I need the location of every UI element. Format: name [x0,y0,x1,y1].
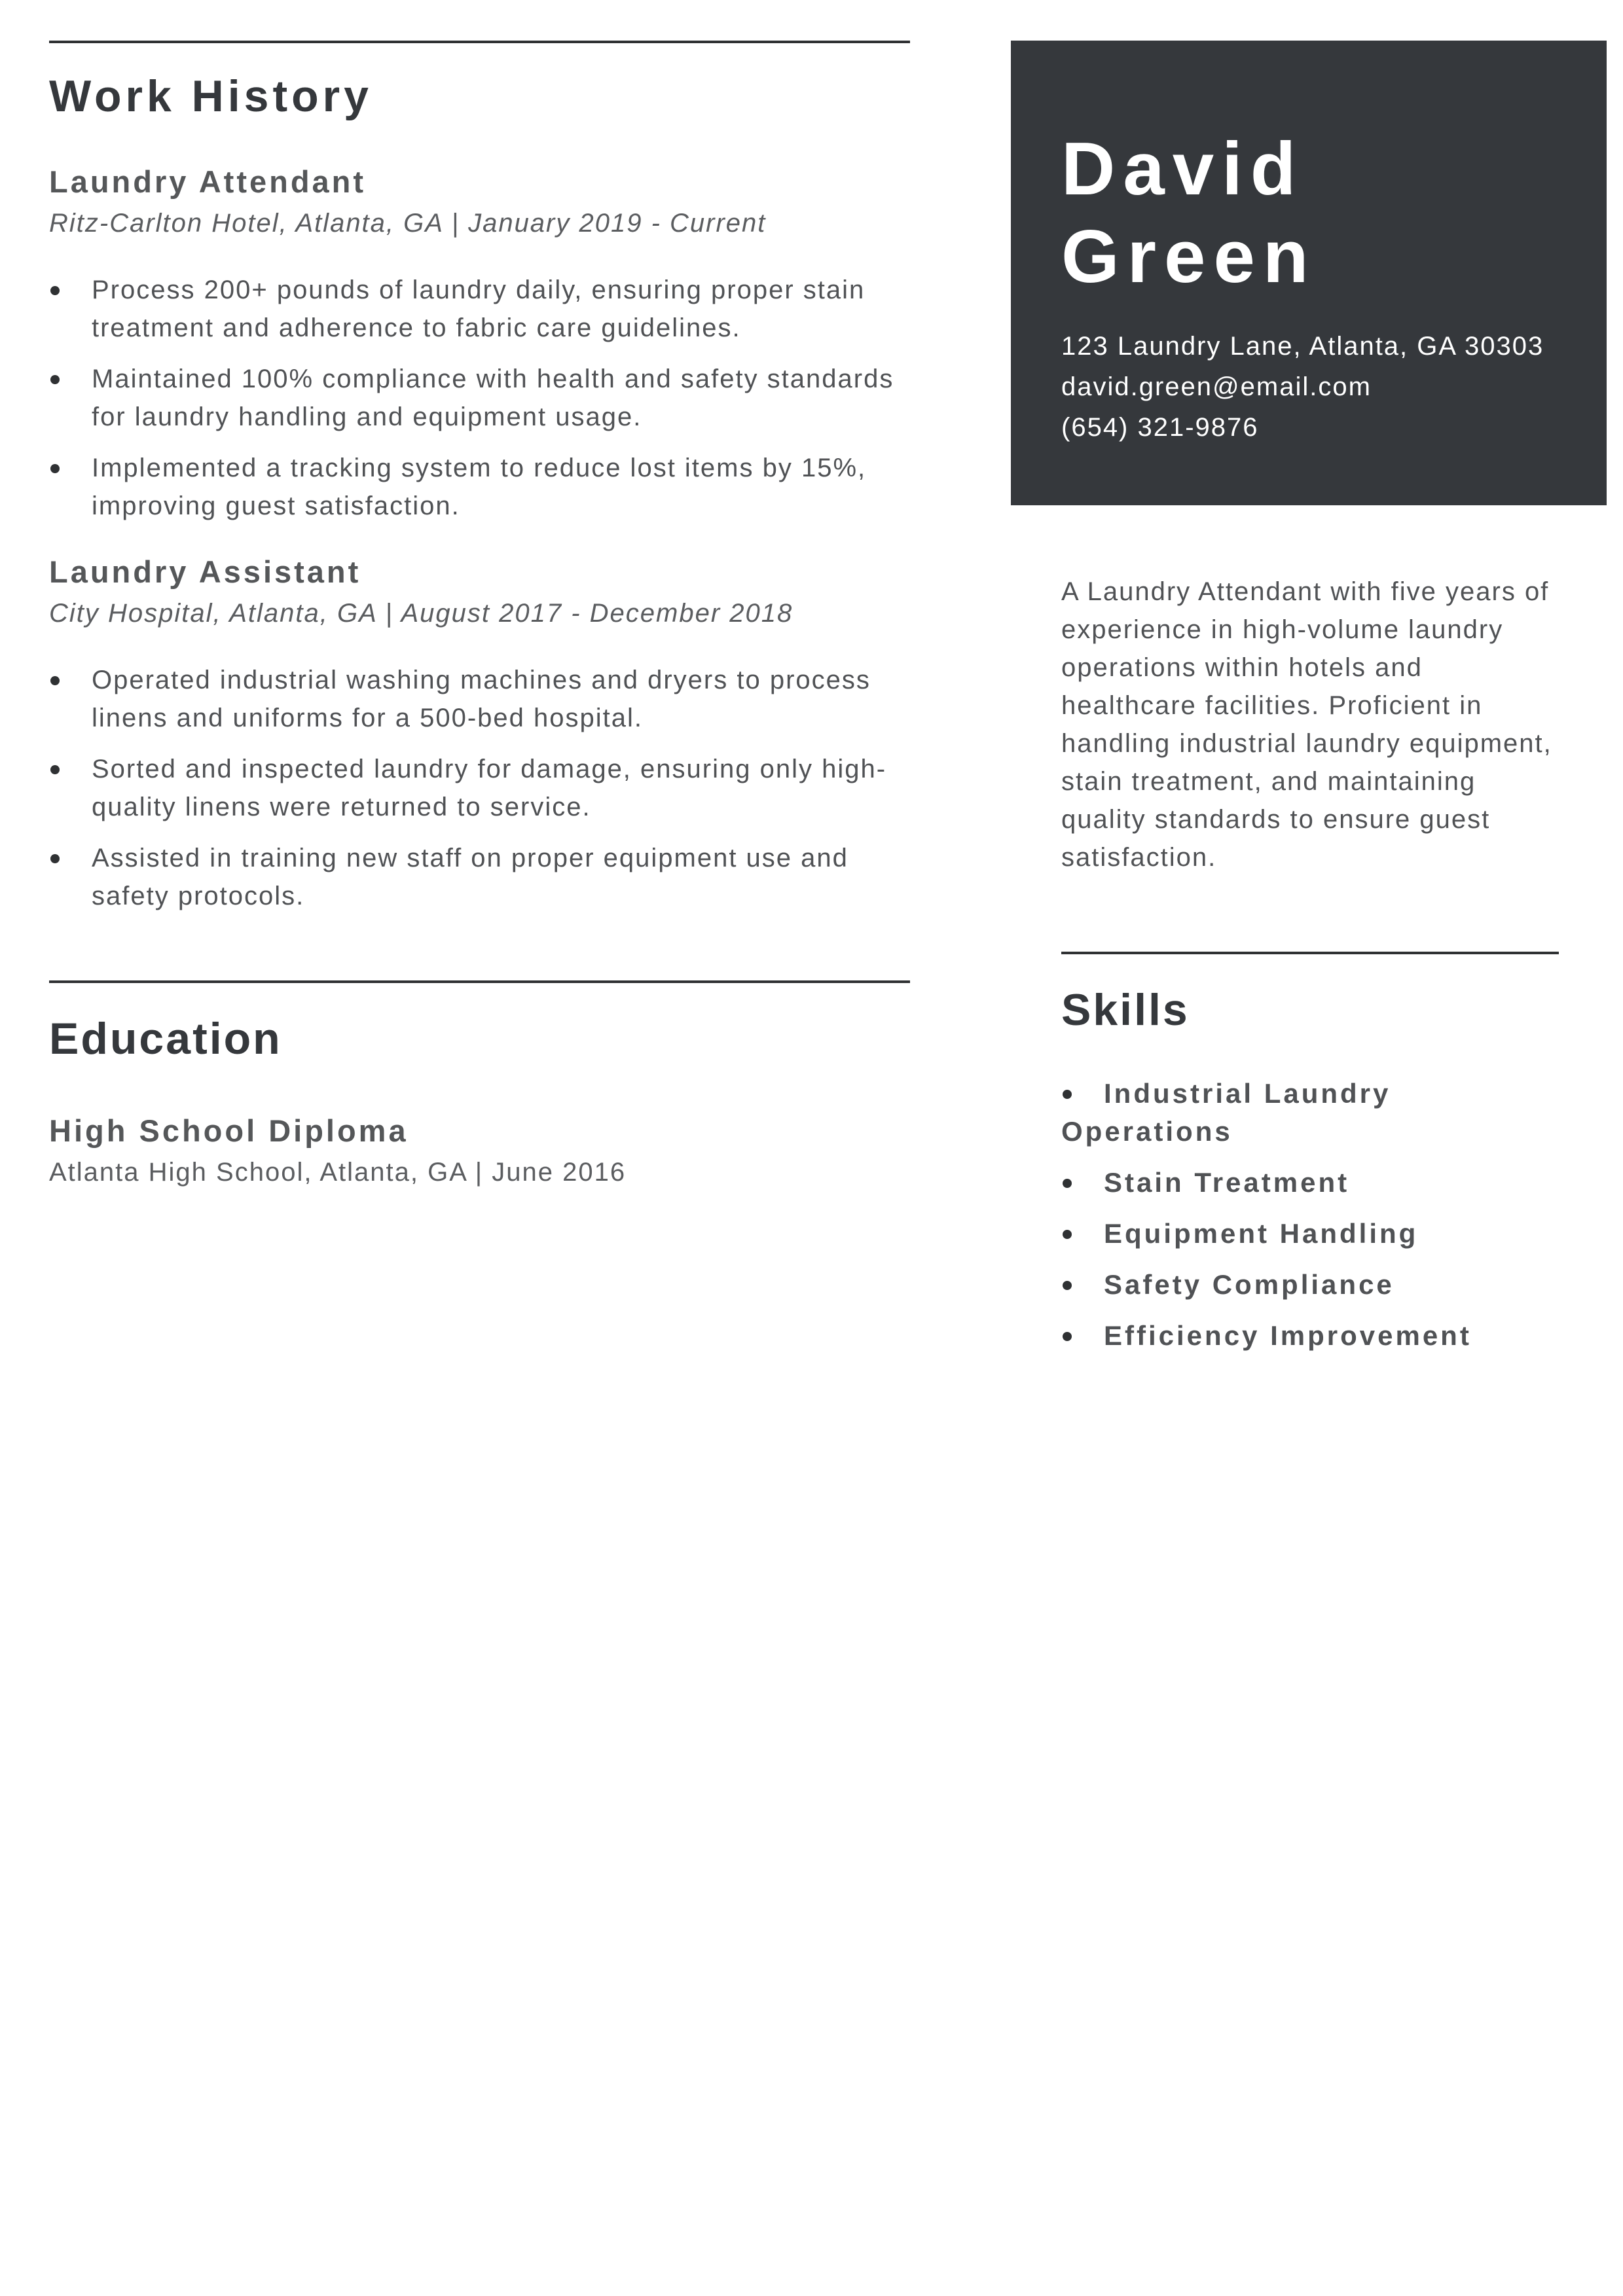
job-bullet [49,360,910,436]
education-section [49,980,910,1187]
degree-title: High School Diploma [49,1113,409,1148]
job-bullet [49,271,910,347]
email: david.green@email.com [1061,372,1372,401]
job-bullet [49,449,910,525]
bullet-icon [50,676,60,685]
bullet-icon [1063,1281,1072,1290]
skill-label: Safety Compliance [1104,1269,1395,1300]
bullet-icon [1063,1090,1072,1099]
skill-label: Efficiency Improvement [1104,1320,1472,1351]
skill-item [1061,1317,1559,1355]
work-history-rule [49,41,910,43]
skill-item [1061,1164,1559,1202]
skills-section [1061,952,1559,1355]
phone: (654) 321-9876 [1061,413,1259,442]
job-bullet [49,661,910,737]
address: 123 Laundry Lane, Atlanta, GA 30303 [1061,332,1544,361]
job-entry [49,164,910,525]
job-bullet-text: Maintained 100% compliance with health and safety standards for laundry handling and equipment usage. [92,365,894,431]
job-meta: City Hospital, Atlanta, GA | August 2017 - December 2018 [49,599,793,628]
job-bullet-text: Operated industrial washing machines and dryers to process linens and uniforms for a 500-bed hospital. [92,666,871,732]
skill-label: Equipment Handling [1104,1218,1419,1249]
job-bullet-text: Sorted and inspected laundry for damage, ensuring only high-quality linens were returned to service. [92,755,887,821]
skill-label: Industrial Laundry Operations [1061,1078,1391,1147]
left-column [49,41,910,1187]
contact-info [1061,327,1607,446]
job-entry [49,554,910,915]
skill-label: Stain Treatment [1104,1167,1350,1198]
bullet-icon [50,854,60,863]
job-bullet [49,750,910,826]
bullet-icon [50,286,60,295]
bullet-icon [1063,1179,1072,1188]
first-name: David [1061,128,1304,211]
name-header [1011,41,1607,505]
job-bullets [49,661,910,915]
last-name: Green [1061,215,1317,298]
job-bullets [49,271,910,525]
job-bullet [49,839,910,915]
skill-item [1061,1075,1559,1151]
education-rule [49,980,910,983]
bullet-icon [50,765,60,774]
skills-rule [1061,952,1559,954]
skills-list [1061,1075,1559,1355]
right-column [1061,573,1559,1368]
job-title: Laundry Attendant [49,164,367,199]
education-heading: Education [49,1014,282,1064]
job-bullet-text: Implemented a tracking system to reduce lost items by 15%, improving guest satisfaction. [92,454,867,520]
skill-item [1061,1215,1559,1253]
job-bullet-text: Assisted in training new staff on proper equipment use and safety protocols. [92,844,848,910]
skill-item [1061,1266,1559,1304]
job-title: Laundry Assistant [49,554,361,589]
bullet-icon [50,464,60,473]
summary: A Laundry Attendant with five years of experience in high-volume laundry operations within hotels and healthcare facilities. Proficient in handling industrial laundry equipment, stain treatment, and maintaining quality standards to ensure guest satisfaction. [1061,577,1552,872]
bullet-icon [50,375,60,384]
bullet-icon [1063,1230,1072,1239]
bullet-icon [1063,1332,1072,1341]
school-info: Atlanta High School, Atlanta, GA | June 2016 [49,1158,627,1187]
job-meta: Ritz-Carlton Hotel, Atlanta, GA | January 2019 - Current [49,209,767,238]
skills-heading: Skills [1061,985,1190,1035]
work-history-heading: Work History [49,71,373,121]
job-bullet-text: Process 200+ pounds of laundry daily, ensuring proper stain treatment and adherence to fabric care guidelines. [92,276,866,342]
